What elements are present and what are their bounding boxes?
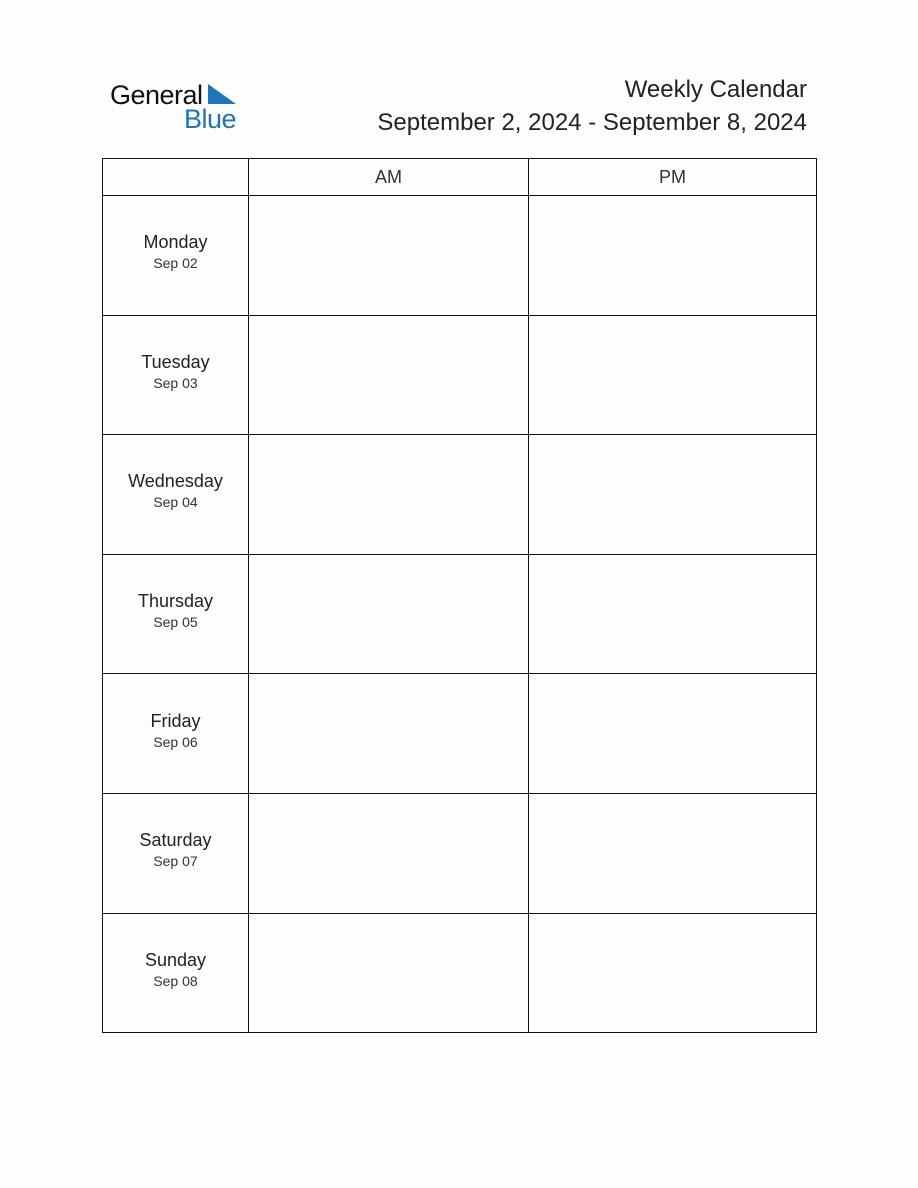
table-row	[103, 554, 817, 674]
table-row	[103, 913, 817, 1033]
day-date: Sep 07	[153, 853, 198, 870]
page-title: Weekly Calendar	[624, 76, 807, 103]
day-cell	[103, 913, 249, 1033]
day-date: Sep 06	[153, 733, 198, 750]
table-row	[103, 196, 817, 316]
day-cell	[103, 315, 249, 435]
day-name: Friday	[150, 710, 201, 731]
table-row	[103, 435, 817, 555]
day-date: Sep 04	[153, 494, 198, 511]
day-cell	[103, 674, 249, 794]
pm-cell[interactable]	[529, 554, 817, 674]
day-cell	[103, 793, 249, 913]
table-row	[103, 793, 817, 913]
am-cell[interactable]	[249, 196, 529, 316]
day-name: Tuesday	[141, 351, 210, 372]
header-pm: PM	[529, 159, 817, 196]
am-cell[interactable]	[249, 674, 529, 794]
day-name: Thursday	[137, 591, 214, 612]
header-day-column	[103, 159, 249, 196]
am-cell[interactable]	[249, 913, 529, 1033]
logo	[110, 78, 250, 134]
day-date: Sep 05	[153, 614, 198, 631]
am-cell[interactable]	[249, 554, 529, 674]
table-row	[103, 315, 817, 435]
day-name: Wednesday	[128, 471, 223, 492]
day-name: Saturday	[139, 830, 212, 851]
pm-cell[interactable]	[529, 913, 817, 1033]
pm-cell[interactable]	[529, 315, 817, 435]
weekly-calendar-table	[102, 158, 817, 1033]
day-cell	[103, 554, 249, 674]
day-date: Sep 02	[153, 255, 198, 272]
pm-cell[interactable]	[529, 196, 817, 316]
day-name: Sunday	[144, 949, 207, 970]
logo-text-blue: Blue	[184, 104, 237, 134]
am-cell[interactable]	[249, 315, 529, 435]
am-cell[interactable]	[249, 435, 529, 555]
day-date: Sep 03	[153, 374, 198, 391]
header-row	[103, 159, 817, 196]
pm-cell[interactable]	[529, 674, 817, 794]
day-cell	[103, 196, 249, 316]
pm-cell[interactable]	[529, 435, 817, 555]
logo-triangle-icon	[208, 84, 236, 104]
header-am: AM	[249, 159, 529, 196]
day-date: Sep 08	[153, 972, 198, 989]
table-row	[103, 674, 817, 794]
date-range: September 2, 2024 - September 8, 2024	[377, 109, 807, 136]
logo-text-general: General	[110, 80, 203, 110]
pm-cell[interactable]	[529, 793, 817, 913]
am-cell[interactable]	[249, 793, 529, 913]
day-cell	[103, 435, 249, 555]
day-name: Monday	[143, 232, 208, 253]
